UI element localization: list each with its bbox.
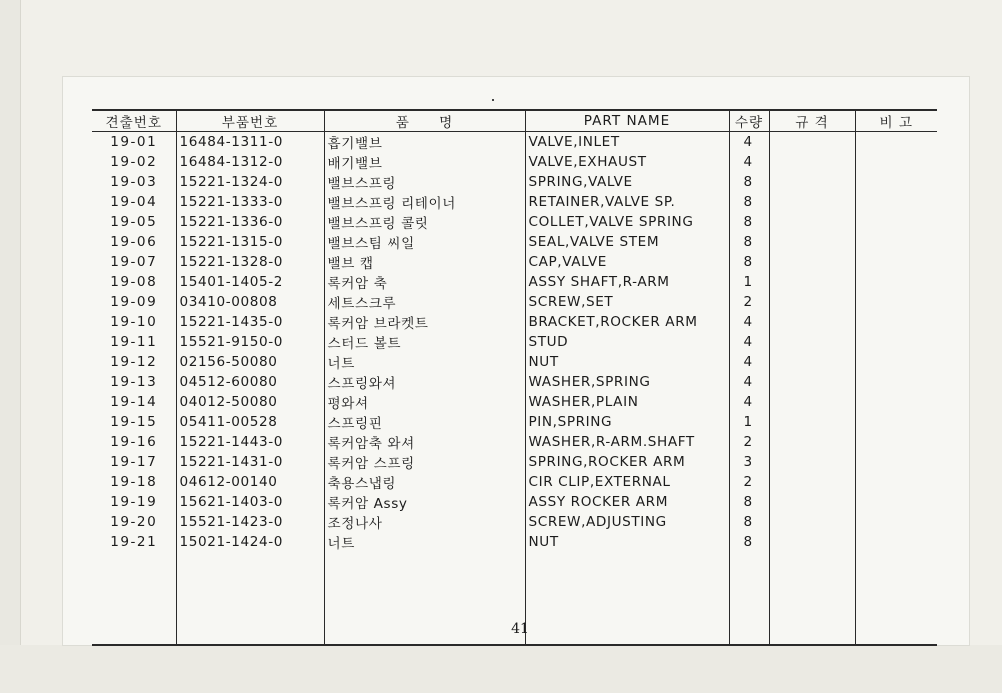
cell-name-en: STUD bbox=[525, 332, 729, 352]
page-number: 41 bbox=[511, 621, 529, 637]
table-row bbox=[92, 452, 937, 472]
table-row bbox=[92, 312, 937, 332]
cell-part-no: 15221-1336-0 bbox=[176, 212, 324, 232]
cell-remark bbox=[855, 352, 937, 372]
cell-spec bbox=[769, 372, 855, 392]
table-row bbox=[92, 492, 937, 512]
cell-name-en: SCREW,SET bbox=[525, 292, 729, 312]
cell-name-kr: 록커암 축 bbox=[324, 272, 525, 292]
cell-qty: 8 bbox=[729, 192, 769, 212]
cell-ref-no: 19-15 bbox=[110, 414, 158, 430]
cell-name-kr: 세트스크루 bbox=[324, 292, 525, 312]
cell-ref-no: 19-18 bbox=[110, 474, 158, 490]
cell-qty: 4 bbox=[729, 132, 769, 153]
cell-name-en: WASHER,PLAIN bbox=[525, 392, 729, 412]
cell-ref-no: 19-07 bbox=[110, 254, 158, 270]
cell-qty: 4 bbox=[729, 372, 769, 392]
cell-qty: 1 bbox=[729, 272, 769, 292]
cell-spec bbox=[769, 492, 855, 512]
cell-name-en: ASSY ROCKER ARM bbox=[525, 492, 729, 512]
cell-name-kr: 스프링와셔 bbox=[324, 372, 525, 392]
cell-part-no: 16484-1311-0 bbox=[176, 132, 324, 153]
cell-ref-no: 19-12 bbox=[110, 354, 158, 370]
table-row bbox=[92, 432, 937, 452]
cell-name-kr: 너트 bbox=[324, 352, 525, 372]
cell-name-en: SEAL,VALVE STEM bbox=[525, 232, 729, 252]
cell-name-kr: 록커암 스프링 bbox=[324, 452, 525, 472]
cell-part-no: 15621-1403-0 bbox=[176, 492, 324, 512]
cell-name-kr: 조정나사 bbox=[324, 512, 525, 532]
cell-spec bbox=[769, 232, 855, 252]
cell-spec bbox=[769, 212, 855, 232]
header-name-kr: 품 명 bbox=[324, 110, 525, 132]
cell-remark bbox=[855, 292, 937, 312]
cell-name-en: CAP,VALVE bbox=[525, 252, 729, 272]
cell-part-no: 15221-1328-0 bbox=[176, 252, 324, 272]
cell-name-kr: 록커암 브라켓트 bbox=[324, 312, 525, 332]
cell-ref-no: 19-01 bbox=[110, 134, 158, 150]
cell-name-en: SPRING,ROCKER ARM bbox=[525, 452, 729, 472]
cell-part-no: 15221-1333-0 bbox=[176, 192, 324, 212]
cell-remark bbox=[855, 332, 937, 352]
cell-name-kr: 밸브스프링 리테이너 bbox=[324, 192, 525, 212]
cell-qty: 4 bbox=[729, 352, 769, 372]
cell-part-no: 15521-9150-0 bbox=[176, 332, 324, 352]
cell-remark bbox=[855, 412, 937, 432]
cell-remark bbox=[855, 192, 937, 212]
cell-part-no: 15521-1423-0 bbox=[176, 512, 324, 532]
cell-qty: 2 bbox=[729, 472, 769, 492]
cell-name-kr: 밸브 캡 bbox=[324, 252, 525, 272]
cell-qty: 4 bbox=[729, 152, 769, 172]
cell-qty: 2 bbox=[729, 292, 769, 312]
cell-name-en: ASSY SHAFT,R-ARM bbox=[525, 272, 729, 292]
table-row bbox=[92, 232, 937, 252]
header-part-no: 부품번호 bbox=[176, 110, 324, 132]
cell-part-no: 15021-1424-0 bbox=[176, 532, 324, 552]
cell-qty: 8 bbox=[729, 492, 769, 512]
header-no: 견출번호 bbox=[92, 110, 176, 132]
cell-part-no: 04612-00140 bbox=[176, 472, 324, 492]
cell-name-kr: 너트 bbox=[324, 532, 525, 552]
cell-qty: 8 bbox=[729, 252, 769, 272]
cell-name-kr: 밸브스팀 씨일 bbox=[324, 232, 525, 252]
cell-ref-no: 19-20 bbox=[110, 514, 158, 530]
parts-table-body bbox=[92, 132, 937, 646]
cell-spec bbox=[769, 452, 855, 472]
cell-name-en: PIN,SPRING bbox=[525, 412, 729, 432]
cell-remark bbox=[855, 532, 937, 552]
cell-remark bbox=[855, 132, 937, 153]
cell-part-no: 15221-1324-0 bbox=[176, 172, 324, 192]
table-row bbox=[92, 512, 937, 532]
cell-name-en: NUT bbox=[525, 532, 729, 552]
cell-ref-no: 19-16 bbox=[110, 434, 158, 450]
cell-name-en: WASHER,R-ARM.SHAFT bbox=[525, 432, 729, 452]
cell-ref-no: 19-06 bbox=[110, 234, 158, 250]
cell-spec bbox=[769, 292, 855, 312]
cell-qty: 4 bbox=[729, 312, 769, 332]
cell-name-kr: 평와셔 bbox=[324, 392, 525, 412]
cell-name-en: NUT bbox=[525, 352, 729, 372]
cell-ref-no: 19-02 bbox=[110, 154, 158, 170]
bleed-through-text bbox=[70, 652, 970, 678]
cell-qty: 4 bbox=[729, 392, 769, 412]
cell-name-kr: 스터드 볼트 bbox=[324, 332, 525, 352]
cell-part-no: 16484-1312-0 bbox=[176, 152, 324, 172]
page-left-edge bbox=[0, 0, 21, 693]
parts-table bbox=[92, 109, 937, 646]
table-row bbox=[92, 412, 937, 432]
table-row bbox=[92, 332, 937, 352]
cell-spec bbox=[769, 152, 855, 172]
cell-part-no: 15221-1443-0 bbox=[176, 432, 324, 452]
cell-spec bbox=[769, 532, 855, 552]
cell-remark bbox=[855, 272, 937, 292]
cell-remark bbox=[855, 472, 937, 492]
cell-remark bbox=[855, 152, 937, 172]
cell-part-no: 02156-50080 bbox=[176, 352, 324, 372]
cell-ref-no: 19-05 bbox=[110, 214, 158, 230]
table-row bbox=[92, 252, 937, 272]
cell-part-no: 15221-1431-0 bbox=[176, 452, 324, 472]
cell-ref-no: 19-13 bbox=[110, 374, 158, 390]
cell-ref-no: 19-09 bbox=[110, 294, 158, 310]
cell-remark bbox=[855, 372, 937, 392]
table-row bbox=[92, 472, 937, 492]
cell-spec bbox=[769, 272, 855, 292]
cell-remark bbox=[855, 512, 937, 532]
cell-qty: 8 bbox=[729, 212, 769, 232]
table-row bbox=[92, 352, 937, 372]
cell-spec bbox=[769, 512, 855, 532]
table-row bbox=[92, 172, 937, 192]
cell-ref-no: 19-19 bbox=[110, 494, 158, 510]
cell-part-no: 15221-1435-0 bbox=[176, 312, 324, 332]
cell-name-en: COLLET,VALVE SPRING bbox=[525, 212, 729, 232]
table-row bbox=[92, 532, 937, 552]
header-remark: 비 고 bbox=[855, 110, 937, 132]
cell-qty: 8 bbox=[729, 172, 769, 192]
cell-qty: 8 bbox=[729, 512, 769, 532]
cell-spec bbox=[769, 472, 855, 492]
cell-name-kr: 록커암축 와셔 bbox=[324, 432, 525, 452]
cell-spec bbox=[769, 252, 855, 272]
cell-remark bbox=[855, 392, 937, 412]
cell-ref-no: 19-03 bbox=[110, 174, 158, 190]
cell-part-no: 03410-00808 bbox=[176, 292, 324, 312]
cell-remark bbox=[855, 492, 937, 512]
table-row bbox=[92, 292, 937, 312]
table-row bbox=[92, 372, 937, 392]
cell-name-kr: 흡기밸브 bbox=[324, 132, 525, 153]
cell-spec bbox=[769, 392, 855, 412]
cell-ref-no: 19-08 bbox=[110, 274, 158, 290]
table-row bbox=[92, 272, 937, 292]
cell-ref-no: 19-04 bbox=[110, 194, 158, 210]
cell-remark bbox=[855, 312, 937, 332]
cell-qty: 4 bbox=[729, 332, 769, 352]
header-spec: 규 격 bbox=[769, 110, 855, 132]
cell-spec bbox=[769, 172, 855, 192]
cell-part-no: 15401-1405-2 bbox=[176, 272, 324, 292]
cell-part-no: 05411-00528 bbox=[176, 412, 324, 432]
cell-ref-no: 19-21 bbox=[110, 534, 158, 550]
cell-remark bbox=[855, 232, 937, 252]
parts-table-header bbox=[92, 110, 937, 132]
cell-part-no: 04512-60080 bbox=[176, 372, 324, 392]
cell-qty: 8 bbox=[729, 532, 769, 552]
cell-part-no: 15221-1315-0 bbox=[176, 232, 324, 252]
cell-name-kr: 록커암 Assy bbox=[324, 492, 525, 512]
cell-name-kr: 밸브스프링 콜릿 bbox=[324, 212, 525, 232]
cell-name-en: CIR CLIP,EXTERNAL bbox=[525, 472, 729, 492]
table-row bbox=[92, 132, 937, 153]
cell-name-kr: 축용스냅링 bbox=[324, 472, 525, 492]
cell-name-en: VALVE,EXHAUST bbox=[525, 152, 729, 172]
cell-name-en: VALVE,INLET bbox=[525, 132, 729, 153]
cell-name-kr: 밸브스프링 bbox=[324, 172, 525, 192]
cell-name-en: SCREW,ADJUSTING bbox=[525, 512, 729, 532]
table-row bbox=[92, 152, 937, 172]
cell-name-en: SPRING,VALVE bbox=[525, 172, 729, 192]
cell-part-no: 04012-50080 bbox=[176, 392, 324, 412]
scan-speck bbox=[492, 99, 494, 101]
cell-spec bbox=[769, 332, 855, 352]
cell-ref-no: 19-11 bbox=[110, 334, 158, 350]
table-row bbox=[92, 392, 937, 412]
cell-ref-no: 19-17 bbox=[110, 454, 158, 470]
cell-remark bbox=[855, 252, 937, 272]
cell-name-en: BRACKET,ROCKER ARM bbox=[525, 312, 729, 332]
header-name-en: PART NAME bbox=[525, 110, 729, 132]
cell-name-en: WASHER,SPRING bbox=[525, 372, 729, 392]
table-row bbox=[92, 192, 937, 212]
cell-spec bbox=[769, 412, 855, 432]
cell-qty: 8 bbox=[729, 232, 769, 252]
cell-qty: 1 bbox=[729, 412, 769, 432]
cell-name-kr: 배기밸브 bbox=[324, 152, 525, 172]
cell-qty: 3 bbox=[729, 452, 769, 472]
cell-remark bbox=[855, 432, 937, 452]
cell-remark bbox=[855, 212, 937, 232]
cell-spec bbox=[769, 132, 855, 153]
cell-ref-no: 19-14 bbox=[110, 394, 158, 410]
cell-remark bbox=[855, 452, 937, 472]
cell-ref-no: 19-10 bbox=[110, 314, 158, 330]
cell-name-en: RETAINER,VALVE SP. bbox=[525, 192, 729, 212]
cell-remark bbox=[855, 172, 937, 192]
cell-spec bbox=[769, 312, 855, 332]
cell-name-kr: 스프링핀 bbox=[324, 412, 525, 432]
table-row bbox=[92, 212, 937, 232]
cell-spec bbox=[769, 432, 855, 452]
cell-spec bbox=[769, 192, 855, 212]
cell-spec bbox=[769, 352, 855, 372]
header-qty: 수량 bbox=[729, 110, 769, 132]
cell-qty: 2 bbox=[729, 432, 769, 452]
